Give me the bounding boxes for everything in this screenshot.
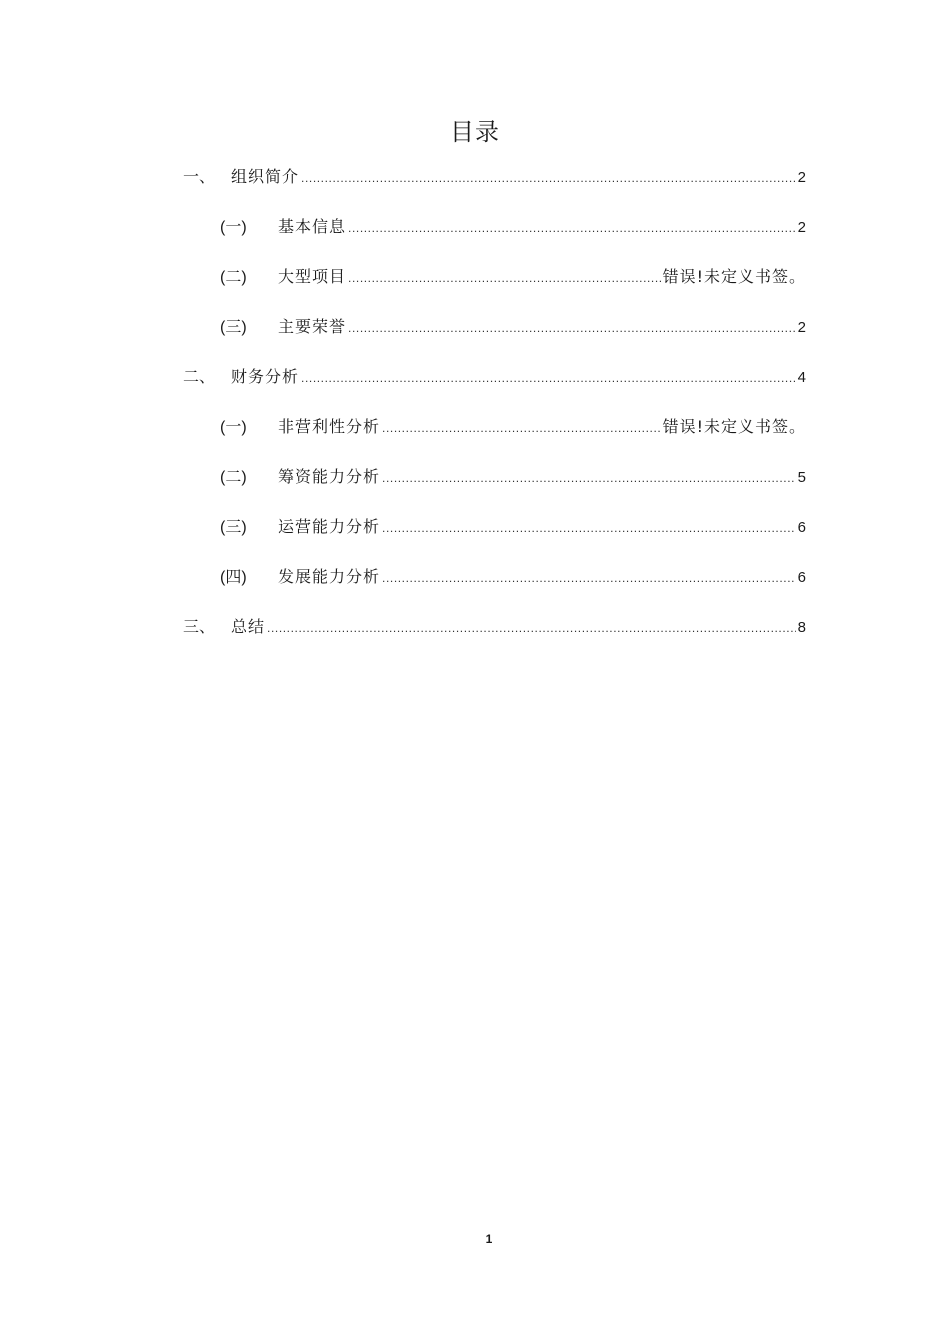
toc-entry-text: 基本信息 [278,217,347,236]
dot-leader [348,261,661,295]
toc-entry-fundraising-analysis[interactable] [183,460,806,510]
toc-entry-text: 筹资能力分析 [278,467,381,486]
toc-entry-number: (三) [220,519,247,536]
toc-entry-text: 非营利性分析 [278,417,381,436]
toc-entry-page: 4 [797,369,806,386]
toc-entry-text: 总结 [231,617,266,636]
toc-entry-text: 发展能力分析 [278,567,381,586]
toc-entry-page: 8 [797,619,806,636]
dot-leader [382,511,796,545]
toc-entry-page: 2 [797,219,806,236]
toc-entry-major-projects[interactable] [183,260,806,310]
table-of-contents [183,160,806,660]
toc-entry-number: (一) [220,419,247,436]
toc-entry-text: 主要荣誉 [278,317,347,336]
toc-entry-page: 6 [797,569,806,586]
toc-entry-page: 6 [797,519,806,536]
toc-entry-text: 财务分析 [231,367,300,386]
toc-entry-number: (一) [220,219,247,236]
toc-entry-basic-info[interactable] [183,210,806,260]
toc-entry-number: (二) [220,469,247,486]
page-number: 1 [485,1232,493,1246]
toc-entry-financial-analysis[interactable] [183,360,806,410]
dot-leader [348,311,796,345]
toc-entry-number: 一、 [183,167,216,186]
dot-leader [382,461,796,495]
dot-leader [382,411,661,445]
toc-entry-text: 大型项目 [278,267,347,286]
dot-leader [267,611,796,645]
toc-entry-text: 运营能力分析 [278,517,381,536]
toc-entry-number: (四) [220,569,247,586]
toc-entry-development-analysis[interactable] [183,560,806,610]
dot-leader [301,161,796,195]
toc-entry-summary[interactable] [183,610,806,660]
toc-entry-number: 三、 [183,617,216,636]
toc-entry-number: (三) [220,319,247,336]
toc-entry-operations-analysis[interactable] [183,510,806,560]
toc-title: 目录 [450,118,500,146]
toc-entry-main-honors[interactable] [183,310,806,360]
toc-entry-org-intro[interactable] [183,160,806,210]
toc-entry-page: 2 [797,169,806,186]
toc-entry-page: 2 [797,319,806,336]
toc-entry-text: 组织简介 [231,167,300,186]
toc-entry-bookmark-error: 错误!未定义书签。 [662,267,806,286]
toc-entry-number: (二) [220,269,247,286]
toc-entry-nonprofit-analysis[interactable] [183,410,806,460]
toc-entry-number: 二、 [183,367,216,386]
dot-leader [348,211,796,245]
toc-entry-bookmark-error: 错误!未定义书签。 [662,417,806,436]
dot-leader [301,361,796,395]
toc-entry-page: 5 [797,469,806,486]
dot-leader [382,561,796,595]
